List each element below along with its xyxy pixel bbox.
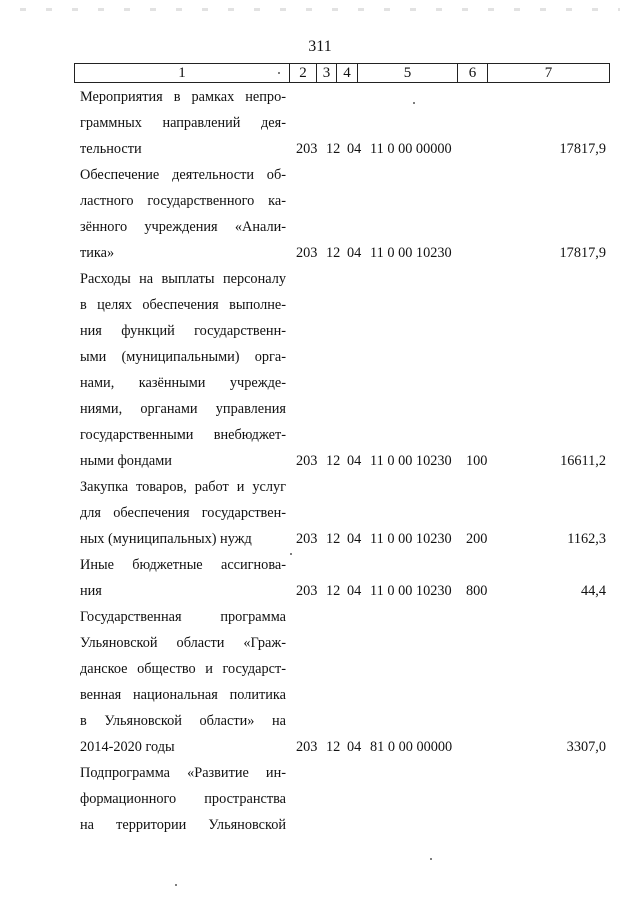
cell-ministry: 203	[296, 531, 318, 547]
description-line: тельности	[80, 141, 142, 157]
description-line: на территории Ульяновской	[80, 817, 286, 833]
cell-amount: 1162,3	[567, 531, 606, 547]
cell-expense-type: 800	[466, 583, 488, 599]
description-line: ными фондами	[80, 453, 172, 469]
description-line: Ульяновской области «Граж-	[80, 635, 286, 651]
cell-ministry: 203	[296, 583, 318, 599]
description-line: Закупка товаров, работ и услуг	[80, 479, 286, 495]
cell-ministry: 203	[296, 453, 318, 469]
cell-section: 12	[326, 453, 341, 469]
column-header: 2	[290, 64, 317, 83]
column-header-table	[74, 63, 610, 83]
description-line: в целях обеспечения выполне-	[80, 297, 286, 313]
cell-target-article: 11 0 00 10230	[370, 245, 452, 261]
description-line: Иные бюджетные ассигнова-	[80, 557, 286, 573]
cell-section: 12	[326, 739, 341, 755]
cell-amount	[500, 812, 606, 838]
cell-amount: 17817,9	[559, 141, 606, 157]
column-header: 4	[337, 64, 358, 83]
description-line: данское общество и государст-	[80, 661, 286, 677]
description-line: ния функций государственн-	[80, 323, 286, 339]
scan-speck	[175, 884, 177, 886]
description-line: ыми (муниципальными) орга-	[80, 349, 286, 365]
cell-target-article: 11 0 00 10230	[370, 583, 452, 599]
cell-subsection: 04	[347, 245, 362, 261]
cell-target-article: 11 0 00 00000	[370, 141, 452, 157]
cell-amount: 3307,0	[566, 739, 606, 755]
description-line: зённого учреждения «Анали-	[80, 219, 286, 235]
description-line: ниями, органами управления	[80, 401, 286, 417]
scan-speck	[413, 102, 415, 104]
description-line: ния	[80, 583, 102, 599]
description-line: Подпрограмма «Развитие ин-	[80, 765, 286, 781]
description-line: Государственная программа	[80, 609, 286, 625]
cell-ministry: 203	[296, 245, 318, 261]
scan-artifact	[20, 8, 620, 11]
cell-subsection: 04	[347, 453, 362, 469]
cell-amount: 16611,2	[560, 453, 606, 469]
cell-section: 12	[326, 583, 341, 599]
cell-subsection: 04	[347, 141, 362, 157]
description-line: граммных направлений дея-	[80, 115, 286, 131]
column-header-row	[75, 64, 610, 83]
cell-expense-type: 200	[466, 531, 488, 547]
description-line: для обеспечения государствен-	[80, 505, 286, 521]
cell-expense-type: 100	[466, 453, 488, 469]
description-line: тика»	[80, 245, 115, 261]
cell-section: 12	[326, 245, 341, 261]
cell-target-article: 81 0 00 00000	[370, 739, 453, 755]
description-line: венная национальная политика	[80, 687, 286, 703]
column-header: 1	[75, 64, 290, 83]
column-header: 3	[317, 64, 337, 83]
scan-speck	[290, 553, 292, 555]
description-line: нами, казёнными учрежде-	[80, 375, 286, 391]
description-column	[80, 84, 286, 838]
description-line: Расходы на выплаты персоналу	[80, 271, 286, 287]
scan-speck	[278, 72, 280, 74]
description-line: Мероприятия в рамках непро-	[80, 89, 286, 105]
column-header: 5	[358, 64, 458, 83]
cell-section: 12	[326, 141, 341, 157]
cell-amount: 44,4	[580, 583, 606, 599]
cell-section: 12	[326, 531, 341, 547]
cell-subsection: 04	[347, 583, 362, 599]
description-line: в Ульяновской области» на	[80, 713, 286, 729]
page-number: 311	[308, 38, 332, 55]
cell-target-article: 11 0 00 10230	[370, 531, 452, 547]
description-line: ных (муниципальных) нужд	[80, 531, 252, 547]
cell-ministry: 203	[296, 739, 318, 755]
cell-target-article: 11 0 00 10230	[370, 453, 452, 469]
cell-subsection: 04	[347, 531, 362, 547]
scan-speck	[430, 858, 432, 860]
cell-amount: 17817,9	[559, 245, 606, 261]
description-line: Обеспечение деятельности об-	[80, 167, 286, 183]
description-line: ластного государственного ка-	[80, 193, 286, 209]
cell-subsection: 04	[347, 739, 362, 755]
column-header: 7	[488, 64, 610, 83]
description-line: государственными внебюджет-	[80, 427, 286, 443]
column-header: 6	[458, 64, 488, 83]
description-line: формационного пространства	[80, 791, 286, 807]
description-line: 2014-2020 годы	[80, 739, 175, 755]
cell-ministry: 203	[296, 141, 318, 157]
